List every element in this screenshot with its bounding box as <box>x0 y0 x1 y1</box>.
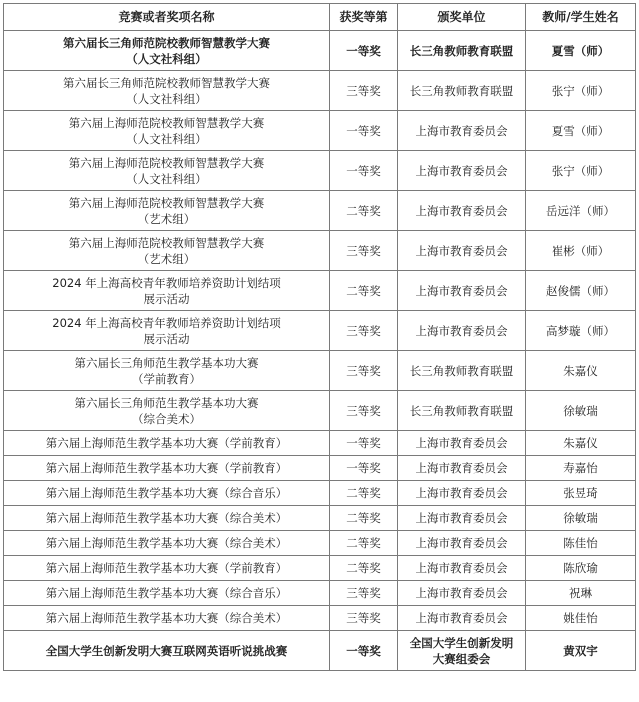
table-row <box>4 431 636 456</box>
person-name: 陈佳怡 <box>526 531 636 556</box>
issuer: 上海市教育委员会 <box>415 283 508 298</box>
competition-name: 第六届上海师范生教学基本功大赛（综合美术） <box>45 536 288 550</box>
competition-name: 第六届上海师范生教学基本功大赛（学前教育） <box>45 561 288 575</box>
award-level: 一等奖 <box>330 111 398 151</box>
competition-name: 2024 年上海高校青年教师培养资助计划结项 <box>52 275 281 290</box>
table-row <box>4 506 636 531</box>
person-name: 张宁（师） <box>526 151 636 191</box>
competition-name: 第六届上海师范院校教师智慧教学大赛 <box>68 155 265 170</box>
person-name: 朱嘉仪 <box>526 431 636 456</box>
table-row <box>4 151 636 191</box>
issuer-cell <box>398 391 526 431</box>
competition-category: （人文社科组） <box>126 171 207 186</box>
table-row <box>4 581 636 606</box>
award-level: 二等奖 <box>330 556 398 581</box>
competition-name: 全国大学生创新发明大赛互联网英语听说挑战赛 <box>45 643 288 658</box>
issuer: 长三角教师教育联盟 <box>409 403 514 418</box>
competition-category: 展示活动 <box>143 331 190 346</box>
award-level: 一等奖 <box>330 31 398 71</box>
table-row <box>4 456 636 481</box>
issuer: 上海市教育委员会 <box>415 243 508 258</box>
table-row <box>4 31 636 71</box>
issuer-cell <box>398 631 526 671</box>
table-row <box>4 231 636 271</box>
award-level: 三等奖 <box>330 231 398 271</box>
competition-name: 第六届上海师范生教学基本功大赛（综合音乐） <box>45 486 288 500</box>
competition-category: （艺术组） <box>137 251 196 266</box>
award-level: 三等奖 <box>330 351 398 391</box>
table-row <box>4 71 636 111</box>
competition-name-cell <box>4 271 330 311</box>
person-name: 陈欣瑜 <box>526 556 636 581</box>
competition-category: （人文社科组） <box>126 51 207 66</box>
award-level: 一等奖 <box>330 631 398 671</box>
person-name: 寿嘉怡 <box>526 456 636 481</box>
awards-table <box>3 3 636 671</box>
issuer-cell <box>398 506 526 531</box>
issuer-cell <box>398 606 526 631</box>
competition-category: （学前教育） <box>132 371 201 386</box>
issuer: 上海市教育委员会 <box>415 536 508 550</box>
issuer-cell <box>398 531 526 556</box>
header-award-level: 获奖等第 <box>330 4 398 31</box>
issuer-cell <box>398 231 526 271</box>
person-name: 夏雪（师） <box>526 111 636 151</box>
table-row <box>4 606 636 631</box>
competition-name-cell <box>4 311 330 351</box>
competition-name: 第六届上海师范院校教师智慧教学大赛 <box>68 195 265 210</box>
competition-name-cell <box>4 606 330 631</box>
table-row <box>4 191 636 231</box>
competition-category: （人文社科组） <box>126 131 207 146</box>
issuer-cell <box>398 351 526 391</box>
competition-name: 第六届上海师范生教学基本功大赛（综合音乐） <box>45 586 288 600</box>
award-level: 三等奖 <box>330 606 398 631</box>
issuer: 长三角教师教育联盟 <box>409 43 514 58</box>
competition-name: 第六届长三角师范院校教师智慧教学大赛 <box>63 35 270 50</box>
competition-name: 第六届长三角师范院校教师智慧教学大赛 <box>63 75 270 90</box>
competition-name: 第六届上海师范生教学基本功大赛（综合美术） <box>45 611 288 625</box>
person-name: 徐敏瑞 <box>526 391 636 431</box>
issuer-cell <box>398 151 526 191</box>
table-row <box>4 481 636 506</box>
competition-name: 第六届长三角师范生教学基本功大赛 <box>74 355 259 370</box>
table-row <box>4 631 636 671</box>
person-name: 祝琳 <box>526 581 636 606</box>
competition-name-cell <box>4 111 330 151</box>
table-row <box>4 271 636 311</box>
competition-name: 2024 年上海高校青年教师培养资助计划结项 <box>52 315 281 330</box>
issuer: 长三角教师教育联盟 <box>409 83 514 98</box>
competition-name-cell <box>4 191 330 231</box>
award-level: 二等奖 <box>330 481 398 506</box>
issuer: 上海市教育委员会 <box>415 436 508 450</box>
table-body <box>4 31 636 671</box>
award-level: 二等奖 <box>330 191 398 231</box>
person-name: 姚佳怡 <box>526 606 636 631</box>
issuer: 上海市教育委员会 <box>415 163 508 178</box>
award-level: 一等奖 <box>330 431 398 456</box>
award-level: 二等奖 <box>330 506 398 531</box>
award-level: 二等奖 <box>330 271 398 311</box>
person-name: 徐敏瑞 <box>526 506 636 531</box>
header-person: 教师/学生姓名 <box>526 4 636 31</box>
award-level: 一等奖 <box>330 456 398 481</box>
issuer: 上海市教育委员会 <box>415 561 508 575</box>
issuer: 上海市教育委员会 <box>415 461 508 475</box>
issuer-line2: 大赛组委会 <box>432 651 491 666</box>
person-name: 夏雪（师） <box>526 31 636 71</box>
competition-category: （综合美术） <box>132 411 201 426</box>
competition-name: 第六届上海师范生教学基本功大赛（学前教育） <box>45 436 288 450</box>
issuer-cell <box>398 431 526 456</box>
header-row <box>4 4 636 31</box>
issuer-cell <box>398 481 526 506</box>
person-name: 岳远洋（师） <box>526 191 636 231</box>
table-row <box>4 111 636 151</box>
competition-name-cell <box>4 581 330 606</box>
competition-name: 第六届上海师范生教学基本功大赛（学前教育） <box>45 461 288 475</box>
table-row <box>4 556 636 581</box>
issuer-cell <box>398 581 526 606</box>
issuer-cell <box>398 556 526 581</box>
issuer-cell <box>398 191 526 231</box>
issuer-cell <box>398 311 526 351</box>
competition-name-cell <box>4 391 330 431</box>
issuer: 上海市教育委员会 <box>415 586 508 600</box>
issuer-cell <box>398 31 526 71</box>
award-level: 一等奖 <box>330 151 398 191</box>
person-name: 张昱琦 <box>526 481 636 506</box>
issuer: 上海市教育委员会 <box>415 203 508 218</box>
competition-name-cell <box>4 481 330 506</box>
competition-name: 第六届上海师范院校教师智慧教学大赛 <box>68 235 265 250</box>
issuer: 上海市教育委员会 <box>415 486 508 500</box>
header-issuer: 颁奖单位 <box>398 4 526 31</box>
issuer: 上海市教育委员会 <box>415 323 508 338</box>
table-row <box>4 391 636 431</box>
table-row <box>4 531 636 556</box>
person-name: 朱嘉仪 <box>526 351 636 391</box>
table-row <box>4 311 636 351</box>
award-level: 三等奖 <box>330 391 398 431</box>
competition-name: 第六届上海师范院校教师智慧教学大赛 <box>68 115 265 130</box>
competition-category: 展示活动 <box>143 291 190 306</box>
award-level: 二等奖 <box>330 531 398 556</box>
competition-name-cell <box>4 31 330 71</box>
award-level: 三等奖 <box>330 71 398 111</box>
issuer-cell <box>398 71 526 111</box>
person-name: 黄双宇 <box>526 631 636 671</box>
issuer-cell <box>398 271 526 311</box>
competition-name-cell <box>4 71 330 111</box>
competition-name-cell <box>4 531 330 556</box>
table-row <box>4 351 636 391</box>
issuer: 上海市教育委员会 <box>415 123 508 138</box>
competition-name-cell <box>4 231 330 271</box>
competition-name-cell <box>4 151 330 191</box>
award-level: 三等奖 <box>330 581 398 606</box>
award-level: 三等奖 <box>330 311 398 351</box>
competition-name-cell <box>4 431 330 456</box>
competition-category: （人文社科组） <box>126 91 207 106</box>
competition-name-cell <box>4 456 330 481</box>
competition-name-cell <box>4 506 330 531</box>
competition-name-cell <box>4 631 330 671</box>
issuer: 上海市教育委员会 <box>415 511 508 525</box>
competition-name: 第六届上海师范生教学基本功大赛（综合美术） <box>45 511 288 525</box>
header-competition: 竞赛或者奖项名称 <box>4 4 330 31</box>
competition-name-cell <box>4 556 330 581</box>
competition-category: （艺术组） <box>137 211 196 226</box>
competition-name: 第六届长三角师范生教学基本功大赛 <box>74 395 259 410</box>
issuer: 全国大学生创新发明 <box>409 635 514 650</box>
person-name: 高梦璇（师） <box>526 311 636 351</box>
issuer: 上海市教育委员会 <box>415 611 508 625</box>
issuer-cell <box>398 456 526 481</box>
issuer: 长三角教师教育联盟 <box>409 363 514 378</box>
issuer-cell <box>398 111 526 151</box>
competition-name-cell <box>4 351 330 391</box>
person-name: 赵俊儒（师） <box>526 271 636 311</box>
person-name: 崔彬（师） <box>526 231 636 271</box>
person-name: 张宁（师） <box>526 71 636 111</box>
